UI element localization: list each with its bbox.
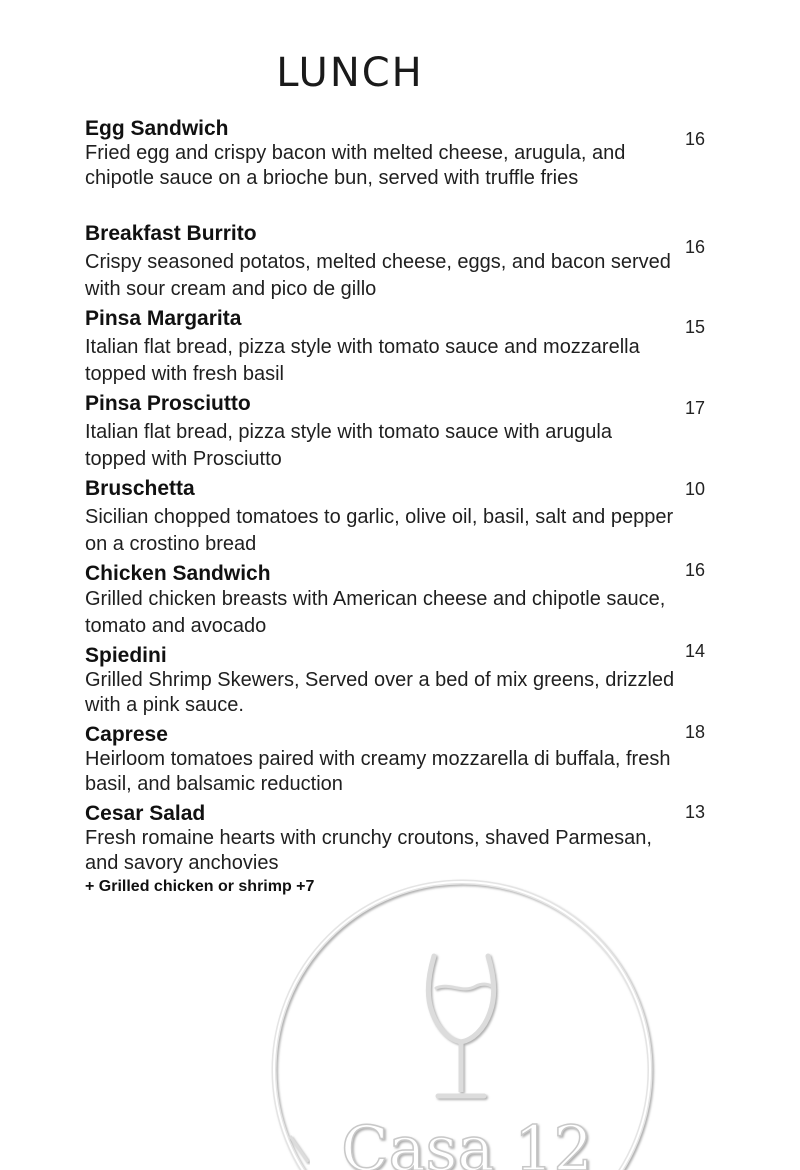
item-description: Heirloom tomatoes paired with creamy mozzarella di buffala, fresh basil, and balsamic reduction <box>85 748 671 795</box>
item-name: Spiedini <box>85 644 167 667</box>
item-description: Italian flat bread, pizza style with tomato sauce and mozzarella topped with fresh basil <box>85 336 640 385</box>
menu-item <box>85 643 675 718</box>
item-price: 15 <box>685 317 706 337</box>
menu-item <box>85 561 675 640</box>
menu-item <box>85 722 675 797</box>
item-name: Pinsa Margarita <box>85 307 242 330</box>
item-name: Caprese <box>85 723 168 746</box>
item-price: 10 <box>685 479 706 499</box>
item-price: 17 <box>685 398 706 418</box>
item-description: Fried egg and crispy bacon with melted cheese, arugula, and chipotle sauce on a brioche bun, served with truffle fries <box>85 142 626 189</box>
item-description: Crispy seasoned potatos, melted cheese, eggs, and bacon served with sour cream and pico de gillo <box>85 251 671 300</box>
item-price: 18 <box>685 722 706 742</box>
item-description: Grilled chicken breasts with American cheese and chipotle sauce, tomato and avocado <box>85 588 666 637</box>
item-description: Fresh romaine hearts with crunchy croutons, shaved Parmesan, and savory anchovies <box>85 827 652 874</box>
logo-graphic <box>262 870 662 1170</box>
item-name: Bruschetta <box>85 477 195 500</box>
item-price: 14 <box>685 641 706 661</box>
item-price: 16 <box>685 129 706 149</box>
restaurant-logo <box>262 870 662 1170</box>
item-price: 13 <box>685 802 706 822</box>
item-price: 16 <box>685 560 706 580</box>
menu-item <box>85 476 675 558</box>
item-name: Cesar Salad <box>85 802 206 825</box>
item-name: Pinsa Prosciutto <box>85 392 251 415</box>
menu-title: LUNCH <box>276 50 424 96</box>
item-description: Italian flat bread, pizza style with tomato sauce with arugula topped with Prosciutto <box>85 421 612 470</box>
item-name: Breakfast Burrito <box>85 222 257 245</box>
item-price: 16 <box>685 237 706 257</box>
addon-note: + Grilled chicken or shrimp +7 <box>85 878 315 895</box>
logo-text: Casa 12 <box>341 1112 593 1170</box>
menu-item <box>85 221 675 303</box>
item-name: Chicken Sandwich <box>85 562 271 585</box>
menu-item <box>85 116 675 191</box>
item-description: Grilled Shrimp Skewers, Served over a bed of mix greens, drizzled with a pink sauce. <box>85 669 675 716</box>
menu-item <box>85 391 675 473</box>
menu-item <box>85 306 675 388</box>
item-description: Sicilian chopped tomatoes to garlic, olive oil, basil, salt and pepper on a crostino bread <box>85 506 674 555</box>
menu-item <box>85 801 675 876</box>
wine-glass-icon <box>428 956 493 1096</box>
item-name: Egg Sandwich <box>85 117 229 140</box>
